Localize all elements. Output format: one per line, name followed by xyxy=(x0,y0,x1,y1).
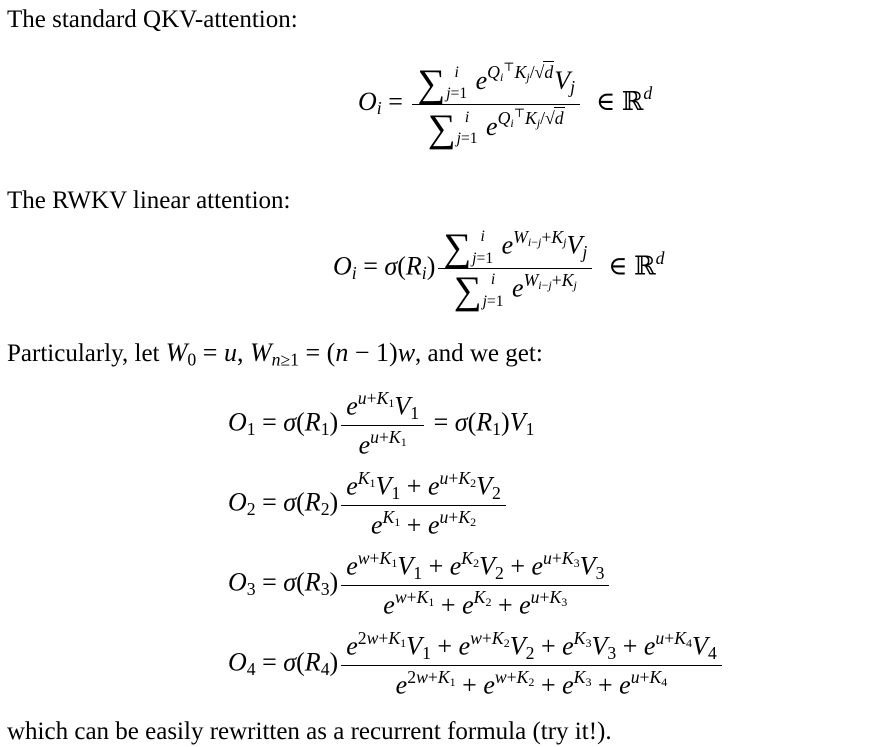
equation-o4: O4 = σ(R4) $\frac{e^{2w+K1}V1 + e^{w+K2}V2 + e^{K3}V3 + e^{u+K4}V4}{e^{2w+K1} + e^{w+K2} + e^{K3} + e^{u+K4}}$ xyxy=(228,627,725,702)
equation-o2: O2 = σ(R2) $\frac{e^{K1}V1 + e^{u+K2}V2}{e^{K1} + e^{u+K2}}$ xyxy=(228,467,509,542)
equation-rwkv-attention: Oi = σ(Ri) ∑ i j=1 $e^{Wi-j+Kj}Vj$ ∑ i j=1 $e^{Wi-j+Kj}$ ∈ ℝ$^d$ xyxy=(333,226,665,313)
equation-o1: O1 = σ(R1) $\frac{e^{u+K1}V1}{e^{u+K1}}$ = σ(R1)V1 xyxy=(228,387,534,462)
equation-block-o1-o4 xyxy=(228,387,872,702)
w-definition-math: W0 = u, Wn≥1 = (n − 1)w xyxy=(165,338,416,370)
w-definition-prefix: Particularly, let xyxy=(7,340,166,368)
w-definition-suffix: , and we get: xyxy=(415,340,543,368)
equation-qkv-attention: Oi = ∑ i j=1 $e^{Qi^⊤Kj/√d}Vj$ ∑ i j=1 $e^{Qi^⊤Kj/√d}$ ∈ ℝ$^d$ xyxy=(358,60,653,150)
qkv-intro-text: The standard QKV-attention: xyxy=(7,6,298,33)
w-definition-line xyxy=(0,337,872,371)
equation-o3: O3 = σ(R3) $\frac{e^{w+K1}V1 + e^{K2}V2 + e^{u+K3}V3}{e^{w+K1} + e^{K2} + e^{u+K3}}$ xyxy=(228,547,612,622)
closing-text: which can be easily rewritten as a recurrent formula (try it!). xyxy=(7,717,612,745)
rwkv-intro-text: The RWKV linear attention: xyxy=(7,186,291,214)
